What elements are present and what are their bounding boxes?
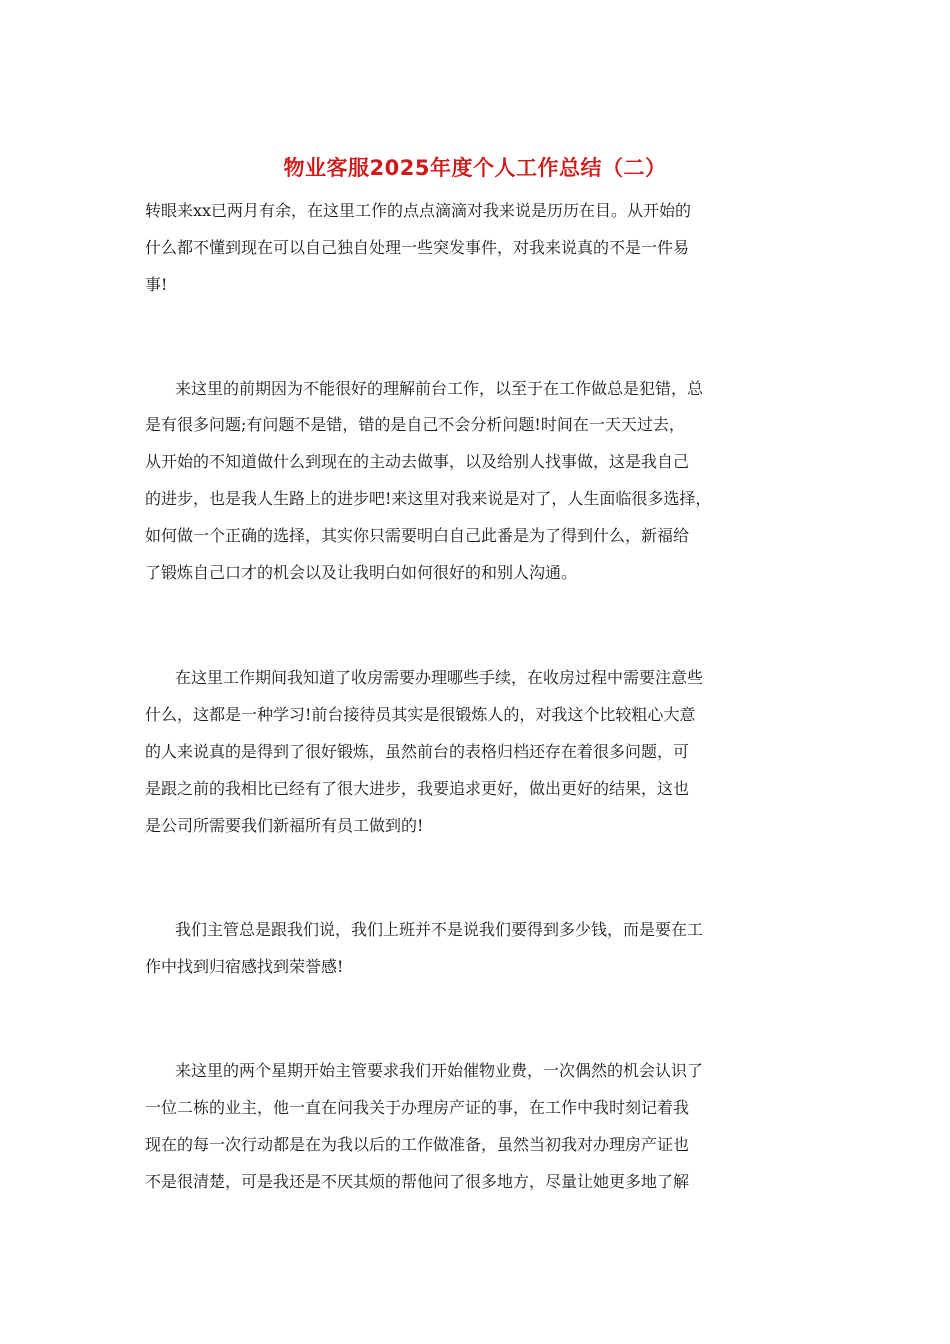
paragraph-line: 我们主管总是跟我们说，我们上班并不是说我们要得到多少钱，而是要在工 (175, 920, 704, 939)
paragraph-line: 事! (145, 275, 168, 294)
paragraph-line: 是公司所需要我们新福所有员工做到的! (145, 816, 424, 835)
paragraph-line: 来这里的前期因为不能很好的理解前台工作，以至于在工作做总是犯错，总 (175, 379, 704, 398)
paragraph-line: 一位二栋的业主，他一直在问我关于办理房产证的事，在工作中我时刻记着我 (145, 1098, 690, 1117)
paragraph-line: 是有很多问题;有问题不是错，错的是自己不会分析问题!时间在一天天过去， (145, 415, 685, 434)
paragraph-line: 不是很清楚，可是我还是不厌其烦的帮他问了很多地方，尽量让她更多地了解 (145, 1172, 690, 1191)
paragraph-line: 什么，这都是一种学习!前台接待员其实是很锻炼人的，对我这个比较粗心大意 (145, 705, 696, 724)
paragraph-line: 在这里工作期间我知道了收房需要办理哪些手续，在收房过程中需要注意些 (175, 668, 704, 687)
paragraph-line: 如何做一个正确的选择，其实你只需要明白自己此番是为了得到什么，新福给 (145, 526, 690, 545)
document-title: 物业客服2025年度个人工作总结（二） (283, 156, 667, 180)
paragraph-line: 现在的每一次行动都是在为我以后的工作做准备，虽然当初我对办理房产证也 (145, 1135, 690, 1154)
paragraph-line: 的进步，也是我人生路上的进步吧!来这里对我来说是对了，人生面临很多选择， (145, 489, 712, 508)
paragraph-line: 转眼来xx已两月有余，在这里工作的点点滴滴对我来说是历历在目。从开始的 (145, 201, 692, 220)
paragraph-line: 了锻炼自己口才的机会以及让我明白如何很好的和别人沟通。 (145, 563, 578, 582)
paragraph-line: 来这里的两个星期开始主管要求我们开始催物业费，一次偶然的机会认识了 (175, 1061, 704, 1080)
paragraph-line: 是跟之前的我相比已经有了很大进步，我要追求更好，做出更好的结果，这也 (145, 779, 690, 798)
paragraph-line: 什么都不懂到现在可以自己独自处理一些突发事件，对我来说真的不是一件易 (145, 238, 690, 257)
paragraph-line: 从开始的不知道做什么到现在的主动去做事，以及给别人找事做，这是我自己 (145, 452, 690, 471)
paragraph-line: 的人来说真的是得到了很好锻炼，虽然前台的表格归档还存在着很多问题，可 (145, 742, 690, 761)
paragraph-line: 作中找到归宿感找到荣誉感! (145, 957, 344, 976)
